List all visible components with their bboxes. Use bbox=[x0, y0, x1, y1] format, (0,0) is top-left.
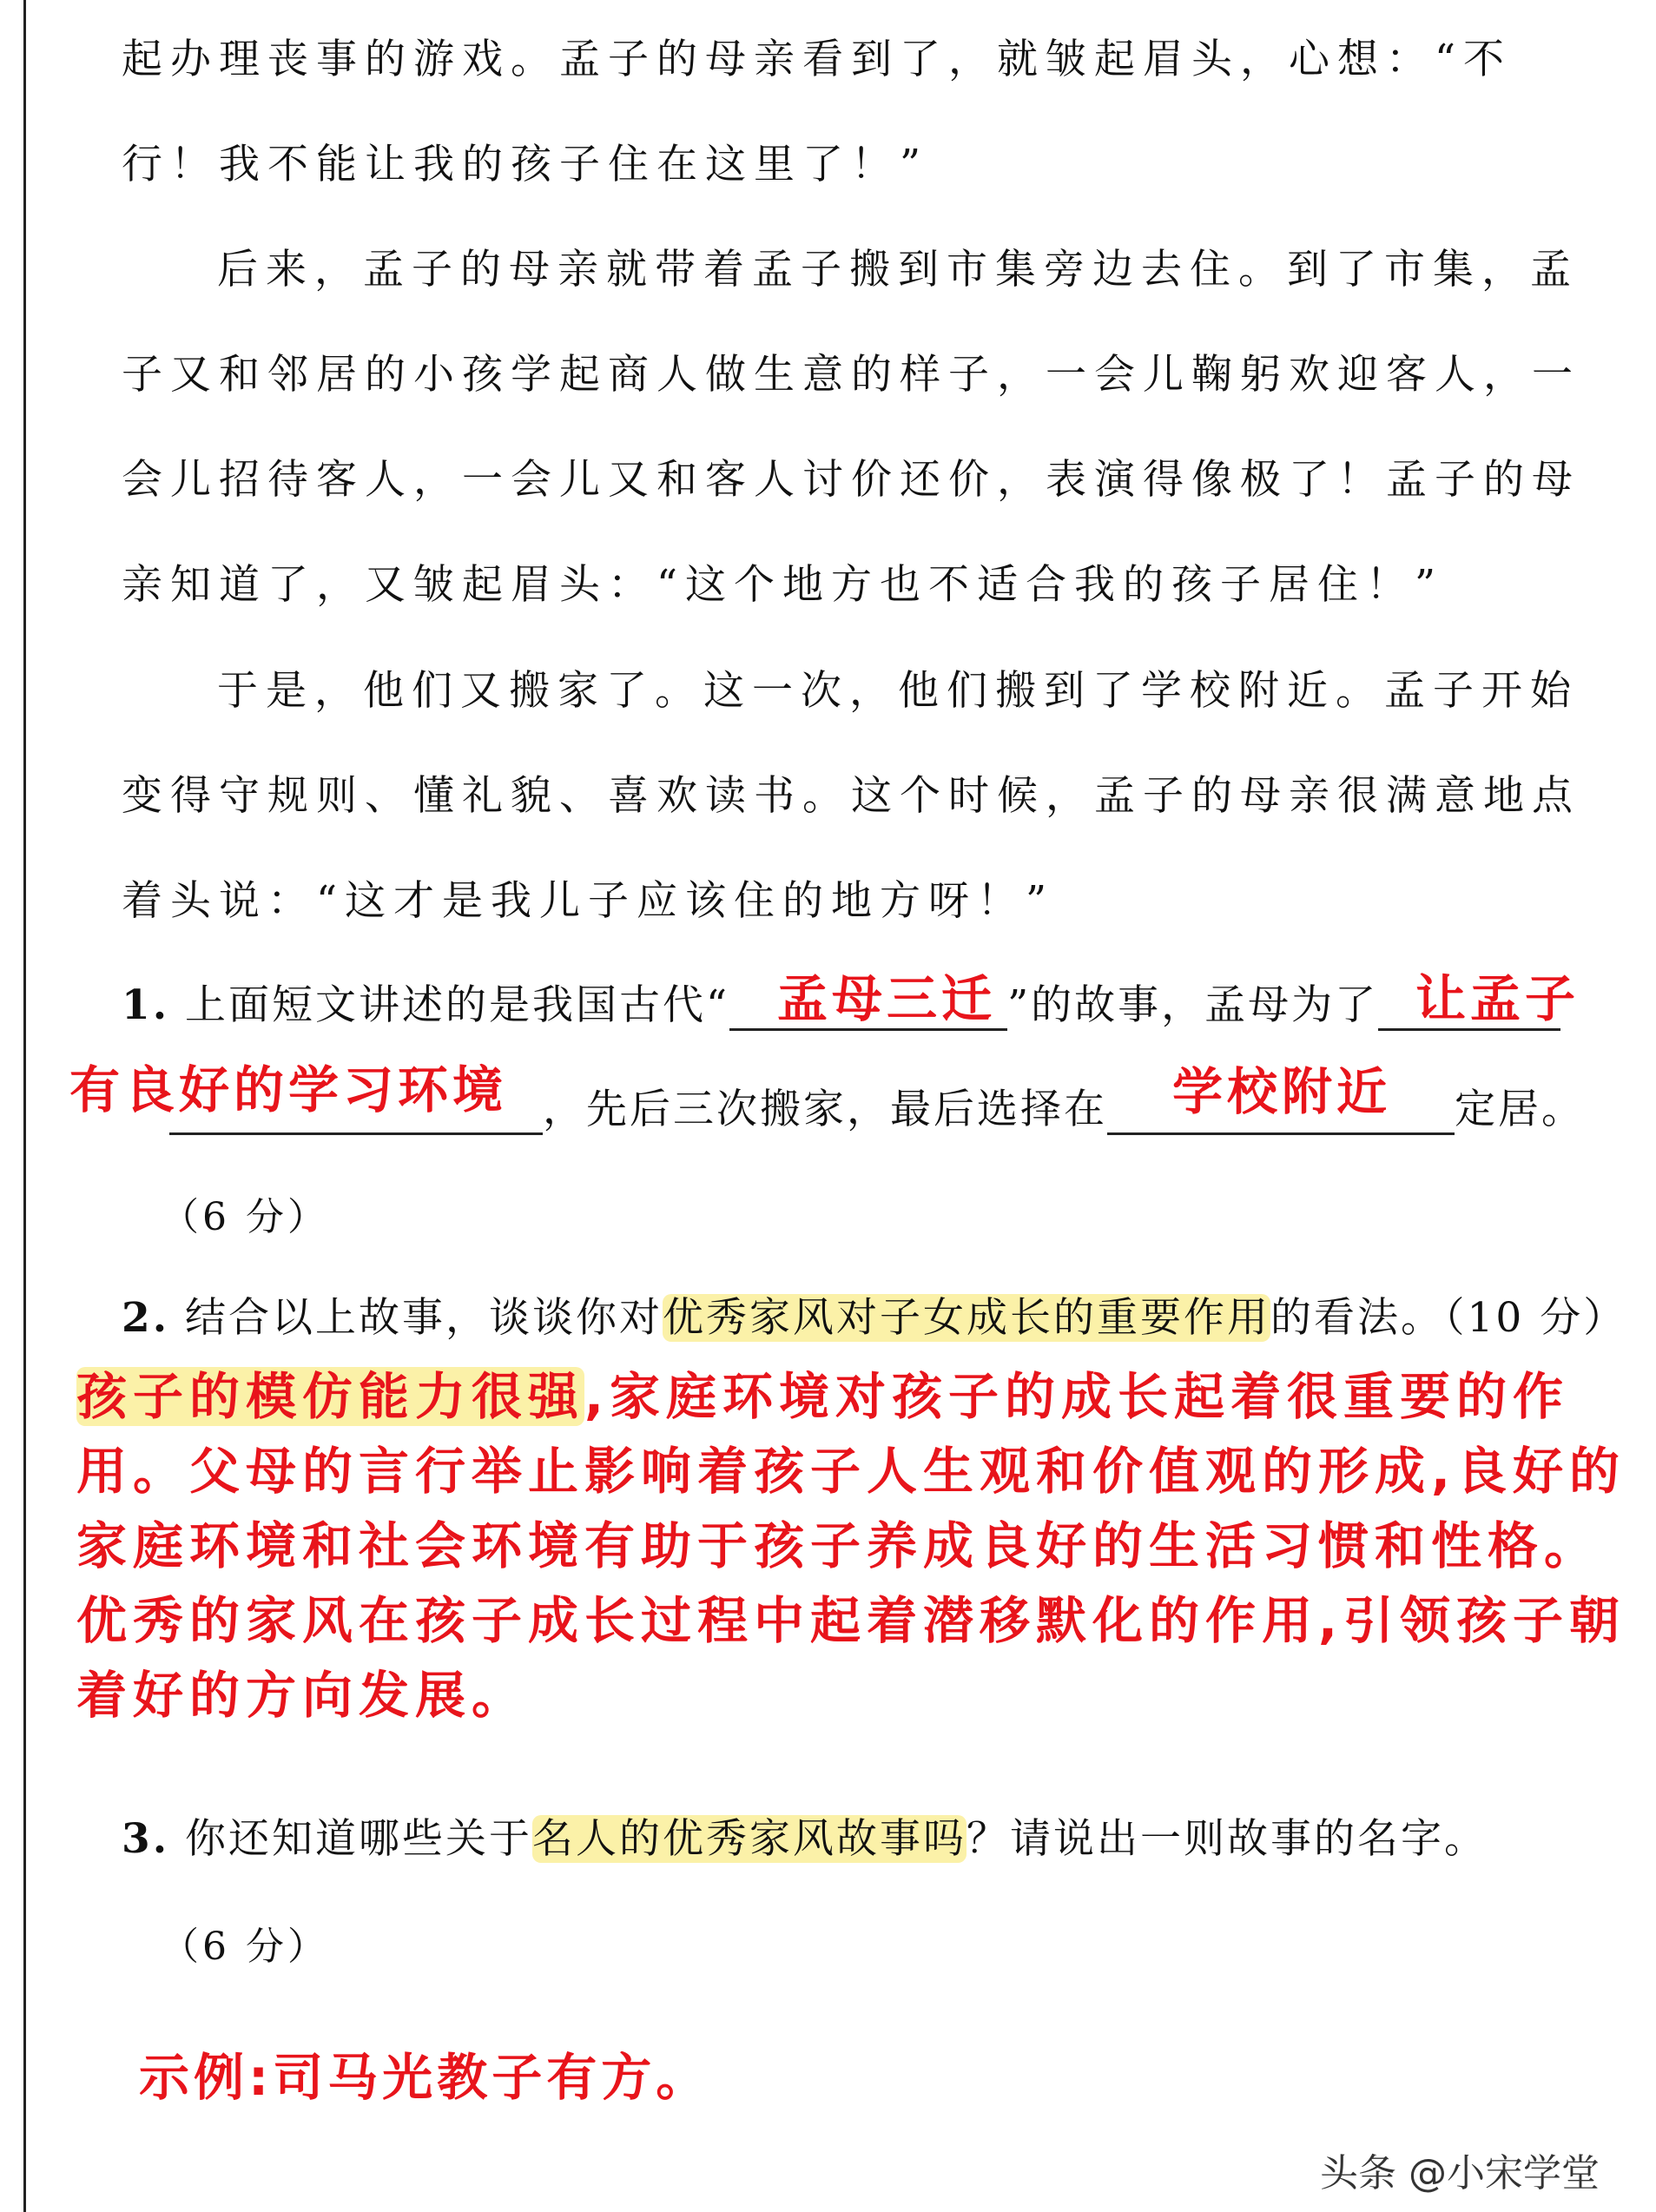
question-1-text-c: ，先后三次搬家，最后选择在 bbox=[543, 1086, 1107, 1133]
answer-1-reason-a: 让孟子 bbox=[1415, 969, 1580, 1028]
question-2-line bbox=[122, 1285, 1626, 1344]
question-1-number: 1. bbox=[122, 981, 170, 1029]
question-3-number: 3. bbox=[122, 1815, 170, 1863]
passage-paragraph-3: 于是，他们又搬家了。这一次，他们搬到了学校附近。孟子开始变得守规则、懂礼貌、喜欢读书。这个时候，孟子的母亲很满意地点着头说：“这才是我儿子应该住的地方呀！” bbox=[122, 667, 1580, 925]
question-2-number: 2. bbox=[122, 1294, 170, 1342]
question-1-text-d: 定居。 bbox=[1455, 1086, 1585, 1133]
page-left-border bbox=[23, 0, 26, 2212]
question-3-text-pre: 你还知道哪些关于 bbox=[185, 1815, 533, 1863]
question-2-score: （10 分） bbox=[1444, 1294, 1627, 1342]
question-1-score: （6 分） bbox=[161, 1195, 329, 1239]
question-1-text-a: 上面短文讲述的是我国古代“ bbox=[185, 981, 730, 1029]
passage-paragraph-1: 起办理丧事的游戏。孟子的母亲看到了，就皱起眉头，心想：“不行！我不能让我的孩子住在这里了！” bbox=[122, 36, 1513, 188]
answer-2-text: ,家庭环境对孩子的成长起着很重要的作用。父母的言行举止影响着孩子人生观和价值观的形成,良好的家庭环境和社会环境有助于孩子养成良好的生活习惯和性格。优秀的家风在孩子成长过程中起着潜移默化的作用,引领孩子朝着好的方向发展。 bbox=[76, 1367, 1626, 1725]
question-3-highlight: 名人的优秀家风故事吗 bbox=[532, 1815, 967, 1863]
watermark: 头条 @小宋学堂 bbox=[1320, 2151, 1600, 2195]
answer-1-reason-b: 有良好的学习环境 bbox=[69, 1060, 508, 1119]
answer-1-story: 孟母三迁 bbox=[777, 969, 997, 1028]
answer-1-place: 学校附近 bbox=[1172, 1062, 1392, 1121]
answer-3: 示例:司马光教子有方。 bbox=[139, 2048, 711, 2107]
question-3-score: （6 分） bbox=[161, 1925, 329, 1969]
question-3-line bbox=[122, 1806, 1488, 1865]
question-3-text-post: ？请说出一则故事的名字。 bbox=[967, 1815, 1488, 1863]
question-1-text-b: ”的故事，孟母为了 bbox=[1007, 981, 1379, 1029]
question-2-highlight: 优秀家风对子女成长的重要作用 bbox=[663, 1294, 1271, 1342]
answer-2-paragraph bbox=[76, 1359, 1631, 1733]
answer-2-highlight: 孩子的模仿能力很强 bbox=[76, 1367, 585, 1426]
passage-paragraph-2: 后来，孟子的母亲就带着孟子搬到市集旁边去住。到了市集，孟子又和邻居的小孩学起商人做生意的样子，一会儿鞠躬欢迎客人，一会儿招待客人，一会儿又和客人讨价还价，表演得像极了！孟子的母亲知道了，又皱起眉头：“这个地方也不适合我的孩子居住！” bbox=[122, 246, 1580, 609]
question-2-text-post: 的看法。 bbox=[1270, 1294, 1445, 1342]
question-2-text-pre: 结合以上故事，谈谈你对 bbox=[185, 1294, 663, 1342]
